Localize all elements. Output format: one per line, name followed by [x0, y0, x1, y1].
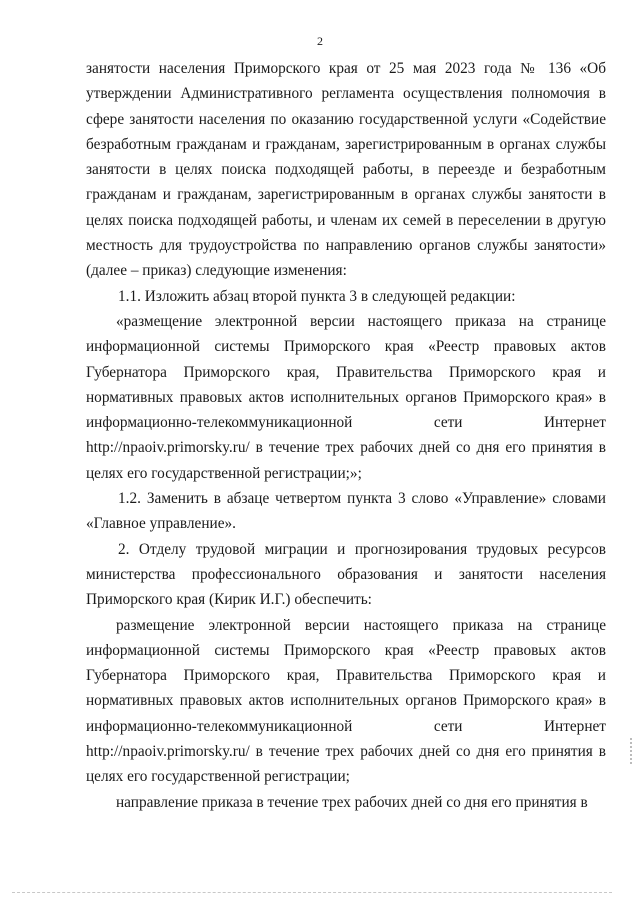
document-body [86, 56, 606, 815]
paragraph-item-1-1: 1.1. Изложить абзац второй пункта 3 в следующей редакции: [118, 287, 516, 305]
paragraph-quote-1: «размещение электронной версии настоящего приказа на странице информационной системы Приморского края «Реестр правовых актов Губернатора Приморского края, Правительства Приморского края и нормативных правовых актов исполнительных органов Приморского края» в информационно-телекоммуникационной сети Интернет http://npaoiv.primorsky.ru/ в течение трех рабочих дней со дня его принятия в целях его государственной регистрации;»; [86, 312, 606, 482]
page-number: 2 [317, 34, 323, 48]
paragraph-direction: направление приказа в течение трех рабочих дней со дня его принятия в [116, 793, 588, 811]
paragraph-continuation: занятости населения Приморского края от 25 мая 2023 года № 136 «Об утверждении Административного регламента осуществления полномочия в сфере занятости населения по оказанию государственной услуги «Содействие безработным гражданам и гражданам, зарегистрированным в органах службы занятости в целях поиска подходящей работы, в переезде и безработным гражданам и гражданам, зарегистрированным в органах службы занятости в целях поиска подходящей работы, и членам их семей в переселении в другую местность для трудоустройства по направлению органов службы занятости» (далее – приказ) следующие изменения: [86, 60, 606, 280]
scan-edge-line [12, 892, 612, 893]
paragraph-placement: размещение электронной версии настоящего приказа на странице информационной системы Приморского края «Реестр правовых актов Губернатора Приморского края, Правительства Приморского края и нормативных правовых актов исполнительных органов Приморского края» в информационно-телекоммуникационной сети Интернет http://npaoiv.primorsky.ru/ в течение трех рабочих дней со дня его принятия в целях его государственной регистрации; [86, 616, 606, 786]
paragraph-item-2: 2. Отделу трудовой миграции и прогнозирования трудовых ресурсов министерства профессионального образования и занятости населения Приморского края (Кирик И.Г.) обеспечить: [86, 540, 606, 609]
paragraph-item-1-2: 1.2. Заменить в абзаце четвертом пункта 3 слово «Управление» словами «Главное управление». [86, 490, 606, 533]
scan-margin-mark [630, 738, 632, 764]
